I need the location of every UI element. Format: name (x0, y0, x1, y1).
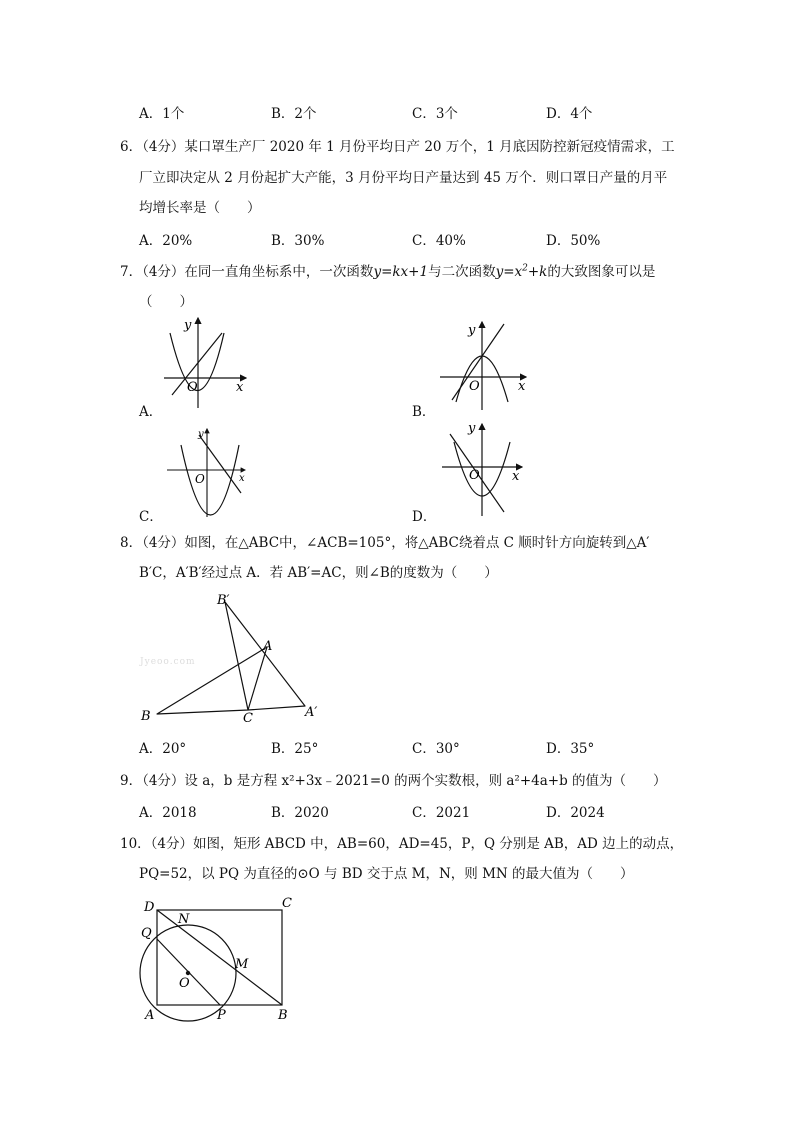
q9-option-b: B．2020 (271, 805, 329, 821)
q6-stem-line-1: 6．（4分）某口罩生产厂 2020 年 1 月份平均日产 20 万个，1 月底因防控新冠疫情需求，工 (120, 139, 675, 155)
q8-option-a: A．20° (139, 741, 187, 757)
q6-option-c: C．40% (412, 233, 466, 249)
q10-figure (138, 895, 308, 1025)
q7-choice-b-label: B． (412, 404, 436, 420)
q9-option-d: D．2024 (546, 805, 605, 821)
point-o-label: O (179, 976, 190, 991)
point-q-label: Q (141, 926, 152, 941)
q10-stem-line-1: 10．（4分）如图，矩形 ABCD 中，AB=60，AD=45，P，Q 分别是 AB，AD 边上的动点， (120, 836, 684, 852)
q7-choice-a-label: A． (139, 404, 163, 420)
q7-mid: 与二次函数 (428, 264, 496, 280)
x-label: x (236, 380, 244, 395)
point-a-label: A (145, 1008, 155, 1023)
q7-quadratic-function: $y=x^2+k$ (495, 263, 548, 280)
q8-watermark: Jyeoo.com (140, 657, 196, 667)
y-label: y (468, 323, 476, 338)
q6-option-d: D．50% (546, 233, 601, 249)
q7-stem-line-1 (120, 260, 655, 280)
q5-option-a: A．1个 (139, 106, 185, 122)
q6-option-a: A．20% (139, 233, 193, 249)
x-label: x (239, 473, 245, 484)
q7-linear-function: y=kx+1 (373, 264, 429, 280)
q7-choice-d-label: D． (412, 509, 437, 525)
point-b-prime-label: B′ (217, 593, 230, 608)
q7-choice-c-label: C． (139, 509, 163, 525)
center-point (186, 971, 190, 975)
q6-stem-line-3: 均增长率是（ ） (139, 200, 261, 216)
triangle-lines (157, 602, 305, 714)
q9-stem-line-1: 9．（4分）设 a，b 是方程 x²+3x﹣2021=0 的两个实数根，则 a²+4a+b 的值为（ ） (120, 773, 667, 789)
point-a-prime-label: A′ (305, 705, 318, 720)
segment-b-prime-c (225, 602, 248, 710)
q7-stem-line-2: （ ） (139, 294, 193, 310)
origin-label: O (187, 380, 198, 395)
point-n-label: N (178, 912, 190, 927)
x-label: x (512, 469, 520, 484)
q10-stem-line-2: PQ=52，以 PQ 为直径的⊙O 与 BD 交于点 M，N，则 MN 的最大值为（ ） (139, 866, 634, 882)
q5-option-b: B．2个 (271, 106, 317, 122)
y-label: y (198, 429, 204, 440)
point-d-label: D (144, 900, 155, 915)
y-label: y (468, 421, 476, 436)
y-label: y (184, 318, 192, 333)
point-c-label: C (282, 896, 292, 911)
q7-graph-b (438, 320, 533, 415)
q7-graph-d (440, 420, 530, 520)
q8-figure (135, 590, 335, 725)
q8-option-c: C．30° (412, 741, 460, 757)
origin-label: O (469, 468, 480, 483)
q9-option-a: A．2018 (139, 805, 197, 821)
x-label: x (518, 379, 526, 394)
q5-option-c: C．3个 (412, 106, 458, 122)
q7-graph-c (165, 425, 255, 520)
point-c-label: C (243, 711, 253, 726)
q8-option-b: B．25° (271, 741, 319, 757)
q6-stem-line-2: 厂立即决定从 2 月份起扩大产能，3 月份平均日产量达到 45 万个．则口罩日产量的月平 (139, 170, 668, 186)
origin-label: O (469, 379, 480, 394)
q6-option-b: B．30% (271, 233, 325, 249)
point-b-label: B (278, 1008, 288, 1023)
q5-option-d: D．4个 (546, 106, 593, 122)
diagonal-bd (157, 910, 282, 1005)
point-m-label: M (235, 957, 249, 972)
point-b-label: B (141, 709, 151, 724)
q8-stem-line-2: B′C，A′B′经过点 A．若 AB′=AC，则∠B的度数为（ ） (139, 565, 498, 581)
q8-option-d: D．35° (546, 741, 595, 757)
q7-graph-a (160, 313, 255, 413)
point-a-label: A (263, 639, 273, 654)
q7-prefix: 7．（4分）在同一直角坐标系中，一次函数 (120, 264, 374, 280)
parabola (181, 445, 239, 515)
q8-stem-line-1: 8．（4分）如图，在△ABC中，∠ACB=105°，将△ABC绕着点 C 顺时针方向旋转到△A′ (120, 535, 650, 551)
point-p-label: P (217, 1008, 226, 1023)
q9-option-c: C．2021 (412, 805, 471, 821)
origin-label: O (195, 472, 205, 486)
q7-suffix: 的大致图象可以是 (547, 264, 656, 280)
